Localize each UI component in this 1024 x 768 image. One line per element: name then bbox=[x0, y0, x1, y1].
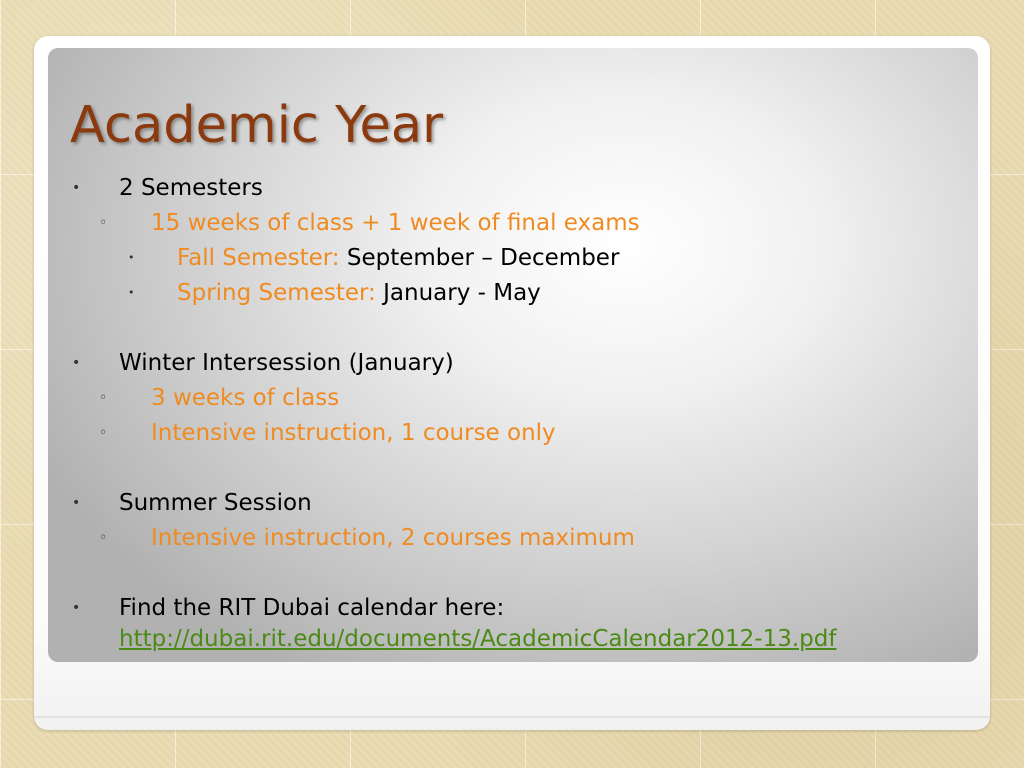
list-item-summer-session: Summer Session bbox=[119, 490, 312, 516]
spring-semester-dates: January - May bbox=[383, 280, 541, 306]
sub-bullet-icon: ◦ bbox=[99, 390, 108, 406]
bullet-icon: • bbox=[72, 180, 81, 196]
sub-bullet-icon: ◦ bbox=[99, 425, 108, 441]
sub-sub-bullet-icon: • bbox=[128, 251, 135, 264]
list-item-weeks-of-class: 15 weeks of class + 1 week of final exams bbox=[151, 210, 640, 236]
list-item-spring-semester bbox=[177, 279, 541, 307]
list-item-calendar: Find the RIT Dubai calendar here: bbox=[119, 595, 505, 621]
list-item-winter-weeks: 3 weeks of class bbox=[151, 385, 340, 411]
list-item-fall-semester bbox=[177, 244, 619, 272]
fall-semester-dates: September – December bbox=[346, 245, 620, 271]
bullet-icon: • bbox=[72, 600, 81, 616]
list-item-winter-intersession: Winter Intersession (January) bbox=[119, 350, 454, 376]
list-item-winter-instruction: Intensive instruction, 1 course only bbox=[151, 420, 556, 446]
fall-semester-label: Fall Semester: bbox=[177, 245, 340, 271]
calendar-link[interactable]: http://dubai.rit.edu/documents/AcademicCalendar2012-13.pdf bbox=[119, 626, 837, 652]
list-item-semesters: 2 Semesters bbox=[119, 175, 263, 201]
slide-title: Academic Year bbox=[70, 96, 444, 155]
bullet-icon: • bbox=[72, 355, 81, 371]
bullet-icon: • bbox=[72, 495, 81, 511]
list-item-summer-instruction: Intensive instruction, 2 courses maximum bbox=[151, 525, 635, 551]
bottom-divider bbox=[34, 716, 990, 718]
sub-sub-bullet-icon: • bbox=[128, 286, 135, 299]
sub-bullet-icon: ◦ bbox=[99, 530, 108, 546]
spring-semester-label: Spring Semester: bbox=[177, 280, 376, 306]
sub-bullet-icon: ◦ bbox=[99, 215, 108, 231]
